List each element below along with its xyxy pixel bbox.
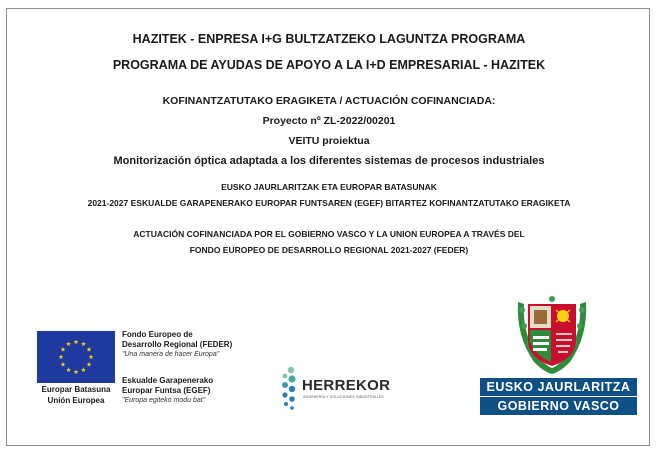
- program-title-eu: HAZITEK - ENPRESA I+G BULTZATZEKO LAGUNTZA PROGRAMA: [132, 32, 526, 46]
- feder-line2: Desarrollo Regional (FEDER): [122, 340, 233, 349]
- herrekor-name: HERREKOR: [302, 377, 391, 394]
- basque-government-name-eu: EUSKO JAURLARITZA: [480, 378, 637, 396]
- egef-line1: Eskualde Garapenerako: [122, 376, 214, 385]
- funding-es-line1: ACTUACIÓN COFINANCIADA POR EL GOBIERNO VASCO Y LA UNION EUROPEA A TRAVÉS DEL: [133, 229, 525, 239]
- funding-eu-line1: EUSKO JAURLARITZAK ETA EUROPAR BATASUNAK: [221, 182, 437, 192]
- eu-caption-es: Unión Europea: [47, 396, 105, 405]
- feder-line1: Fondo Europeo de: [122, 330, 193, 339]
- eu-caption-eu: Europar Batasuna: [41, 385, 111, 394]
- basque-government-name-es: GOBIERNO VASCO: [480, 397, 637, 415]
- action-type: KOFINANTZATUTAKO ERAGIKETA / ACTUACIÓN COFINANCIADA:: [162, 95, 496, 107]
- project-number: Proyecto nº ZL-2022/00201: [262, 115, 396, 127]
- funding-eu-line2: 2021-2027 ESKUALDE GARAPENERAKO EUROPAR FUNTSAREN (EGEF) BITARTEZ KOFINANTZATUTAKO ERAGIKETA: [87, 198, 571, 208]
- program-title-es: PROGRAMA DE AYUDAS DE APOYO A LA I+D EMPRESARIAL - HAZITEK: [112, 58, 546, 72]
- feder-text: [122, 330, 232, 360]
- basque-government-shield-logo: [514, 296, 590, 376]
- funding-es-line2: FONDO EUROPEO DE DESARROLLO REGIONAL 2021-2027 (FEDER): [189, 245, 469, 255]
- egef-motto: "Europa egiteko modu bat": [122, 397, 206, 404]
- project-title: Monitorización óptica adaptada a los diferentes sistemas de procesos industriales: [113, 155, 545, 167]
- project-name-eu: VEITU proiektua: [288, 135, 370, 147]
- herrekor-subtitle: INGENIERÍA Y SOLUCIONES INDUSTRIALES: [303, 395, 384, 399]
- egef-text: [122, 376, 213, 406]
- feder-motto: "Una manera de hacer Europa": [122, 351, 220, 358]
- eu-flag-logo: [37, 331, 115, 383]
- egef-line2: Europar Funtsa (EGEF): [122, 386, 211, 395]
